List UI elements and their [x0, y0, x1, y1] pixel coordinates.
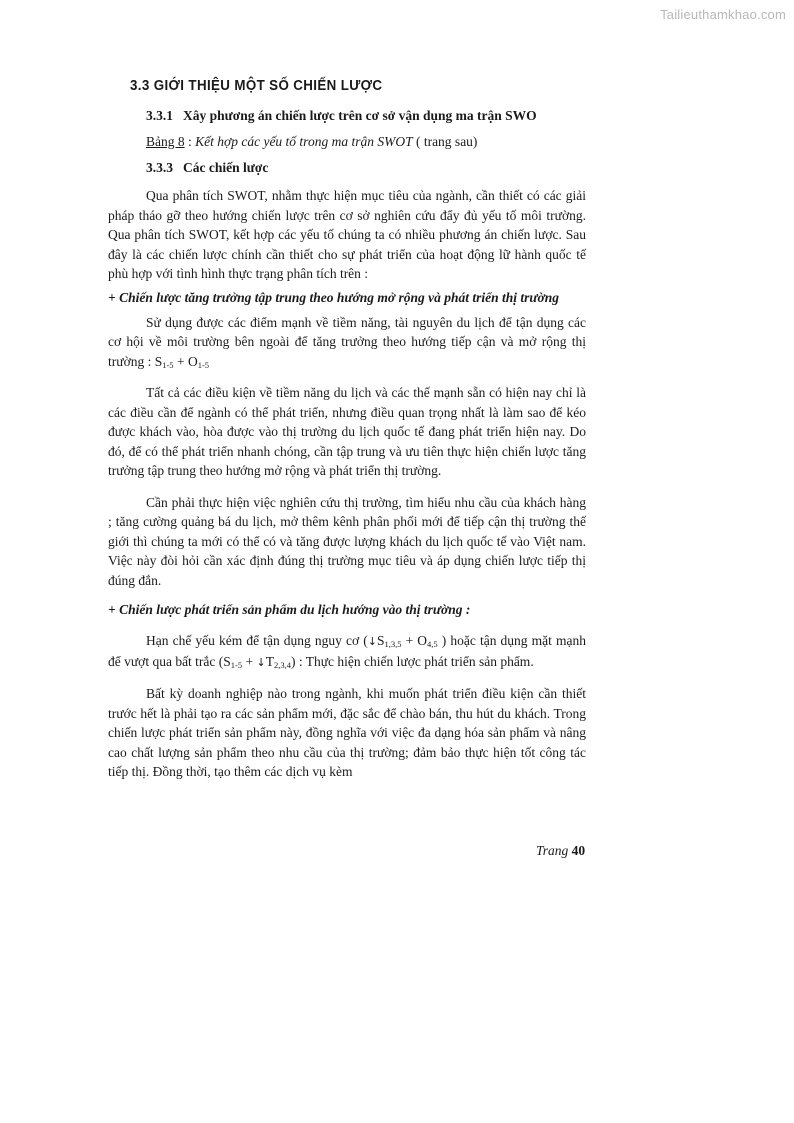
page-number — [536, 843, 585, 859]
subsection-number: 3.3.3 — [146, 160, 173, 175]
subsection-3-3-1 — [146, 108, 586, 124]
down-arrow-icon: ↓ — [367, 635, 377, 648]
strategy-1-paragraph-3: Cần phải thực hiện việc nghiên cứu thị trường, tìm hiểu nhu cầu của khách hàng ; tăng cường quảng bá du lịch, mở thêm kênh phân phối mới để tiếp cận thị trường thế giới thì chúng ta mới có thể có và tăng được lượng khách du lịch quốc tế vào Việt nam. Việc này đòi hỏi cần xác định đúng thị trường mục tiêu và áp dụng chiến lược tiếp thị đúng đắn. — [108, 494, 586, 588]
table-label[interactable]: Bảng 8 — [146, 134, 185, 149]
formula-s: S — [154, 353, 163, 369]
table-caption: Kết hợp các yếu tố trong ma trận SWOT — [195, 134, 413, 149]
page-value: 40 — [571, 843, 586, 858]
formula-o-sub: 4,5 — [427, 639, 438, 649]
table-reference — [146, 134, 586, 150]
formula-plus-o: + O — [401, 633, 428, 648]
formula-s2-sub: 1-5 — [230, 659, 243, 670]
formula-o-sub: 1-5 — [197, 359, 210, 370]
formula-s-sub: 1-5 — [162, 359, 174, 370]
table-note: ( trang sau) — [412, 134, 478, 149]
strategy-1-paragraph-1 — [108, 313, 586, 372]
page-label: Trang — [536, 843, 572, 858]
watermark: Tailieuthamkhao.com — [660, 7, 786, 22]
strategy-1-paragraph-2: Tất cả các điều kiện về tiềm năng du lịch và các thế mạnh sẵn có hiện nay chỉ là các điều cần để ngành có thể phát triển, nhưng điều quan trọng nhất là làm sao để kéo được khách vào, hòa được vào thị trường du lịch quốc tế đang phát triển hiện nay. Do đó, để có thể phát triển nhanh chóng, cần tập trung và ưu tiên thực hiện chiến lược tăng trưởng tập trung theo hướng mở rộng và phát triển thị trường. — [108, 385, 586, 478]
subsection-title: Các chiến lược — [183, 160, 269, 175]
strategy-2-paragraph-1 — [108, 631, 586, 672]
subsection-3-3-3 — [146, 160, 586, 176]
paragraph-text: ) : Thực hiện chiến lược phát triển sản phẩm. — [290, 653, 534, 669]
document-page — [108, 78, 586, 782]
paragraph-text: Hạn chế yếu kém để tận dụng nguy cơ ( — [146, 633, 368, 648]
formula-t-sub: 2,3,4 — [273, 659, 291, 670]
formula-s: S — [376, 633, 385, 648]
formula-o: O — [187, 353, 198, 369]
paragraph-text: Sử dụng được các điểm mạnh về tiềm năng, tài nguyên du lịch để tận dụng các cơ hội về môi trường bên ngoài để tăng trưởng theo hướng tiếp cận và mở rộng thị trường : — [108, 314, 586, 369]
intro-paragraph: Qua phân tích SWOT, nhằm thực hiện mục tiêu của ngành, cần thiết có các giải pháp tháo gỡ theo hướng chiến lược trên cơ sở nghiên cứu đẩy đủ yếu tố môi trường. Qua phân tích SWOT, kết hợp các yếu tố chúng ta có nhiều phương án chiến lược. Sau đây là các chiến lược chính cần thiết cho sự phát triển của hoạt động lữ hành quốc tế phù hợp với tình hình thực trạng phân tích trên : — [108, 188, 586, 281]
formula-plus: + — [173, 353, 188, 369]
formula-s-sub: 1,3,5 — [384, 639, 402, 649]
formula-t: T — [265, 653, 274, 669]
down-arrow-icon: ↓ — [256, 655, 266, 669]
strategy-1-heading: + Chiến lược tăng trưởng tập trung theo hướng mở rộng và phát triển thị trường — [108, 289, 559, 305]
strategy-2-paragraph-2: Bất kỳ doanh nghiệp nào trong ngành, khi muốn phát triển điều kiện cần thiết trước hết là phải tạo ra các sản phẩm mới, đặc sắc để chào bán, thu hút du khách. Trong chiến lược phát triển sản phẩm này, đồng nghĩa với việc đa dạng hóa sản phẩm và nâng cao chất lượng sản phẩm theo nhu cầu của thị trường; đảm bảo thực hiện tốt công tác tiếp thị. Đồng thời, tạo thêm các dịch vụ kèm — [108, 686, 586, 779]
subsection-number: 3.3.1 — [146, 108, 173, 123]
table-sep: : — [184, 134, 196, 149]
formula-plus: + — [242, 653, 257, 669]
paragraph-text: ) hoặc tận dụng mặt mạnh để vượt qua bất trắc (S — [108, 633, 586, 669]
strategy-2-heading: + Chiến lược phát triển sản phẩm du lịch hướng vào thị trường : — [108, 602, 471, 617]
section-title: 3.3 GIỚI THIỆU MỘT SỐ CHIẾN LƯỢC — [130, 78, 383, 94]
subsection-title: Xây phương án chiến lược trên cơ sở vận dụng ma trận SWO — [183, 108, 537, 123]
